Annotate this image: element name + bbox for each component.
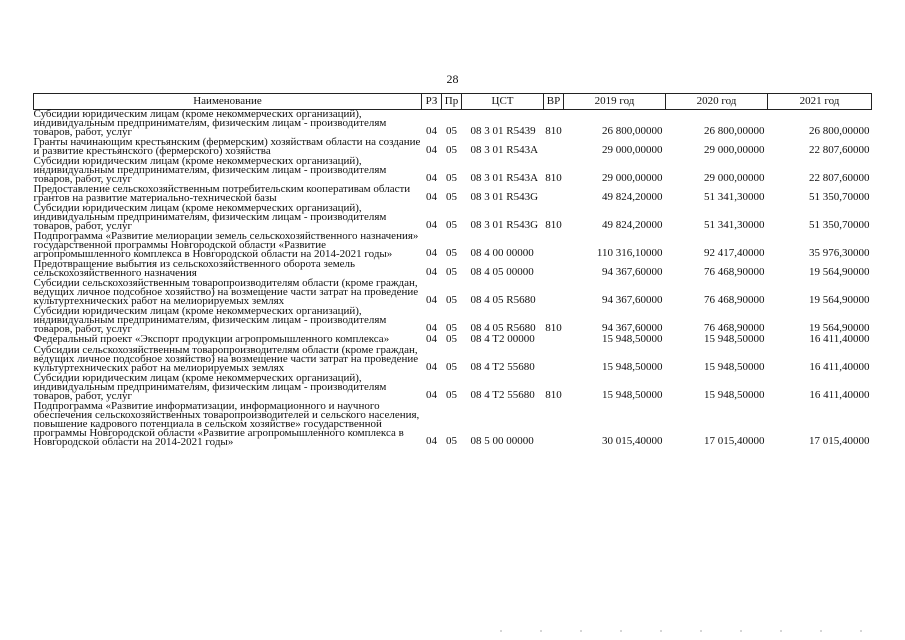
- table-row: [34, 346, 872, 374]
- cell-2020: 76 468,90000: [704, 266, 765, 278]
- cell-rz: 04: [426, 247, 437, 259]
- cell-vr: [544, 232, 564, 260]
- cell-pr: 05: [446, 435, 457, 447]
- table-row: [34, 157, 872, 185]
- cell-2019: 94 367,60000: [602, 294, 663, 306]
- cell-2019: 49 824,20000: [602, 219, 663, 231]
- cell-vr: 810: [545, 172, 562, 184]
- cell-cst: 08 4 T2 00000: [470, 333, 535, 345]
- scan-artifact-marks: [500, 630, 880, 632]
- cell-name: Федеральный проект «Экспорт продукции агропромышленного комплекса»: [33, 333, 390, 345]
- cell-2019: 49 824,20000: [602, 191, 663, 203]
- cell-pr: 05: [446, 247, 457, 259]
- cell-pr: 05: [446, 333, 457, 345]
- cell-vr: [544, 402, 564, 448]
- cell-2020: 76 468,90000: [704, 294, 765, 306]
- cell-cst: 08 4 05 R5680: [470, 294, 536, 306]
- cell-vr: 810: [545, 219, 562, 231]
- cell-pr: 05: [446, 389, 457, 401]
- cell-name: Субсидии сельскохозяйственным товаропроизводителям области (кроме граждан, ведущих личное подсобное хозяйство) на возмещение части затрат на проведение культуртехнических работ на мелиорируемых землях: [33, 344, 419, 374]
- cell-rz: 04: [426, 435, 437, 447]
- cell-rz: 04: [426, 266, 437, 278]
- cell-vr: [544, 260, 564, 279]
- cell-pr: 05: [446, 144, 457, 156]
- cell-2021: 19 564,90000: [809, 294, 870, 306]
- cell-cst: 08 4 05 R5680: [470, 322, 536, 334]
- cell-rz: 04: [426, 361, 437, 373]
- cell-2021: 17 015,40000: [809, 435, 870, 447]
- header-pr: Пр: [442, 94, 462, 110]
- table-row: [34, 110, 872, 139]
- cell-cst: 08 4 T2 55680: [470, 389, 535, 401]
- cell-pr: 05: [446, 322, 457, 334]
- cell-2019: 110 316,10000: [596, 247, 663, 259]
- cell-cst: 08 3 01 R5439: [470, 125, 536, 137]
- cell-2021: 51 350,70000: [809, 191, 870, 203]
- cell-2020: 15 948,50000: [704, 361, 765, 373]
- header-2019: 2019 год: [564, 94, 666, 110]
- header-cst: ЦСТ: [462, 94, 544, 110]
- cell-2021: 19 564,90000: [809, 266, 870, 278]
- cell-2020: 29 000,00000: [704, 144, 765, 156]
- cell-2020: 51 341,30000: [704, 191, 765, 203]
- cell-2019: 15 948,50000: [602, 333, 663, 345]
- table-body: [34, 110, 872, 449]
- cell-2019: 29 000,00000: [602, 144, 663, 156]
- cell-2021: 19 564,90000: [809, 322, 870, 334]
- header-2021: 2021 год: [768, 94, 872, 110]
- cell-2019: 15 948,50000: [602, 361, 663, 373]
- cell-name: Подпрограмма «Развитие мелиорации земель сельскохозяйственного назначения» государственной программы Новгородской области «Развитие агропромышленного комплекса в Новгородской области на 2014-2021 годы»: [33, 230, 419, 260]
- header-vr: ВР: [544, 94, 564, 110]
- header-2020: 2020 год: [666, 94, 768, 110]
- cell-pr: 05: [446, 125, 457, 137]
- cell-2019: 26 800,00000: [602, 125, 663, 137]
- cell-rz: 04: [426, 191, 437, 203]
- header-name: Наименование: [34, 94, 422, 110]
- cell-name: Предоставление сельскохозяйственным потребительским кооперативам области грантов на развитие материально-технической базы: [33, 183, 411, 204]
- cell-rz: 04: [426, 125, 437, 137]
- cell-name: Субсидии юридическим лицам (кроме некоммерческих организаций), индивидуальным предпринимателям, физическим лицам - производителям товаров, работ, услуг: [33, 202, 387, 232]
- cell-2021: 51 350,70000: [809, 219, 870, 231]
- cell-name: Субсидии сельскохозяйственным товаропроизводителям области (кроме граждан, ведущих личное подсобное хозяйство) на возмещение части затрат на проведение культуртехнических работ на мелиорируемых землях: [33, 277, 419, 307]
- cell-pr: 05: [446, 361, 457, 373]
- cell-rz: 04: [426, 294, 437, 306]
- cell-vr: 810: [545, 125, 562, 137]
- cell-2020: 17 015,40000: [704, 435, 765, 447]
- cell-2020: 29 000,00000: [704, 172, 765, 184]
- table-row: [34, 307, 872, 335]
- cell-2019: 15 948,50000: [602, 389, 663, 401]
- cell-2021: 16 411,40000: [809, 361, 870, 373]
- cell-cst: 08 3 01 R543G: [470, 219, 539, 231]
- cell-pr: 05: [446, 219, 457, 231]
- cell-name: Субсидии юридическим лицам (кроме некоммерческих организаций), индивидуальным предпринимателям, физическим лицам - производителям товаров, работ, услуг: [33, 372, 387, 402]
- table-row: [34, 402, 872, 448]
- cell-vr: [544, 335, 564, 346]
- header-rz: РЗ: [422, 94, 442, 110]
- cell-name: Подпрограмма «Развитие информатизации, информационного и научного обеспечения сельскохозяйственных товаропроизводителей и сельского населения, повышение кадрового потенциала в сельском хозяйстве» государственной программы Новгородской области «Развитие агропромышленного комплекса в Новгородской области на 2014-2021 годы»: [33, 400, 420, 448]
- cell-cst: 08 4 00 00000: [470, 247, 534, 259]
- cell-name: Субсидии юридическим лицам (кроме некоммерческих организаций), индивидуальным предпринимателям, физическим лицам - производителям товаров, работ, услуг: [33, 108, 387, 138]
- cell-rz: 04: [426, 144, 437, 156]
- table-row: [34, 232, 872, 260]
- cell-name: Субсидии юридическим лицам (кроме некоммерческих организаций), индивидуальным предпринимателям, физическим лицам - производителям товаров, работ, услуг: [33, 155, 387, 185]
- cell-cst: 08 3 01 R543A: [470, 144, 539, 156]
- table-row: [34, 204, 872, 232]
- cell-2020: 15 948,50000: [704, 333, 765, 345]
- cell-vr: 810: [545, 389, 562, 401]
- cell-pr: 05: [446, 191, 457, 203]
- cell-2020: 92 417,40000: [704, 247, 765, 259]
- cell-vr: [544, 346, 564, 374]
- cell-pr: 05: [446, 294, 457, 306]
- cell-cst: 08 4 05 00000: [470, 266, 534, 278]
- cell-2021: 22 807,60000: [809, 172, 870, 184]
- cell-pr: 05: [446, 266, 457, 278]
- cell-cst: 08 3 01 R543A: [470, 172, 539, 184]
- cell-rz: 04: [426, 322, 437, 334]
- cell-name: Субсидии юридическим лицам (кроме некоммерческих организаций), индивидуальным предпринимателям, физическим лицам - производителям товаров, работ, услуг: [33, 305, 387, 335]
- cell-2020: 51 341,30000: [704, 219, 765, 231]
- cell-rz: 04: [426, 219, 437, 231]
- cell-vr: 810: [545, 322, 562, 334]
- cell-rz: 04: [426, 389, 437, 401]
- cell-cst: 08 3 01 R543G: [470, 191, 539, 203]
- cell-2019: 30 015,40000: [602, 435, 663, 447]
- cell-2021: 26 800,00000: [809, 125, 870, 137]
- cell-2020: 76 468,90000: [704, 322, 765, 334]
- cell-2021: 16 411,40000: [809, 389, 870, 401]
- cell-2019: 29 000,00000: [602, 172, 663, 184]
- cell-2021: 16 411,40000: [809, 333, 870, 345]
- table-row: [34, 279, 872, 307]
- cell-cst: 08 5 00 00000: [470, 435, 534, 447]
- cell-rz: 04: [426, 333, 437, 345]
- cell-2019: 94 367,60000: [602, 266, 663, 278]
- cell-rz: 04: [426, 172, 437, 184]
- cell-vr: [544, 185, 564, 204]
- cell-2021: 35 976,30000: [809, 247, 870, 259]
- cell-name: Предотвращение выбытия из сельскохозяйственного оборота земель сельскохозяйственного назначения: [33, 258, 356, 279]
- cell-vr: [544, 138, 564, 157]
- cell-name: Гранты начинающим крестьянским (фермерским) хозяйствам области на создание и развитие крестьянского (фермерского) хозяйства: [33, 136, 421, 157]
- budget-table: [33, 93, 872, 448]
- cell-cst: 08 4 T2 55680: [470, 361, 535, 373]
- table-row: [34, 374, 872, 402]
- cell-2020: 15 948,50000: [704, 389, 765, 401]
- cell-2019: 94 367,60000: [602, 322, 663, 334]
- cell-2020: 26 800,00000: [704, 125, 765, 137]
- cell-vr: [544, 279, 564, 307]
- cell-2021: 22 807,60000: [809, 144, 870, 156]
- cell-pr: 05: [446, 172, 457, 184]
- page-number: 28: [446, 72, 459, 86]
